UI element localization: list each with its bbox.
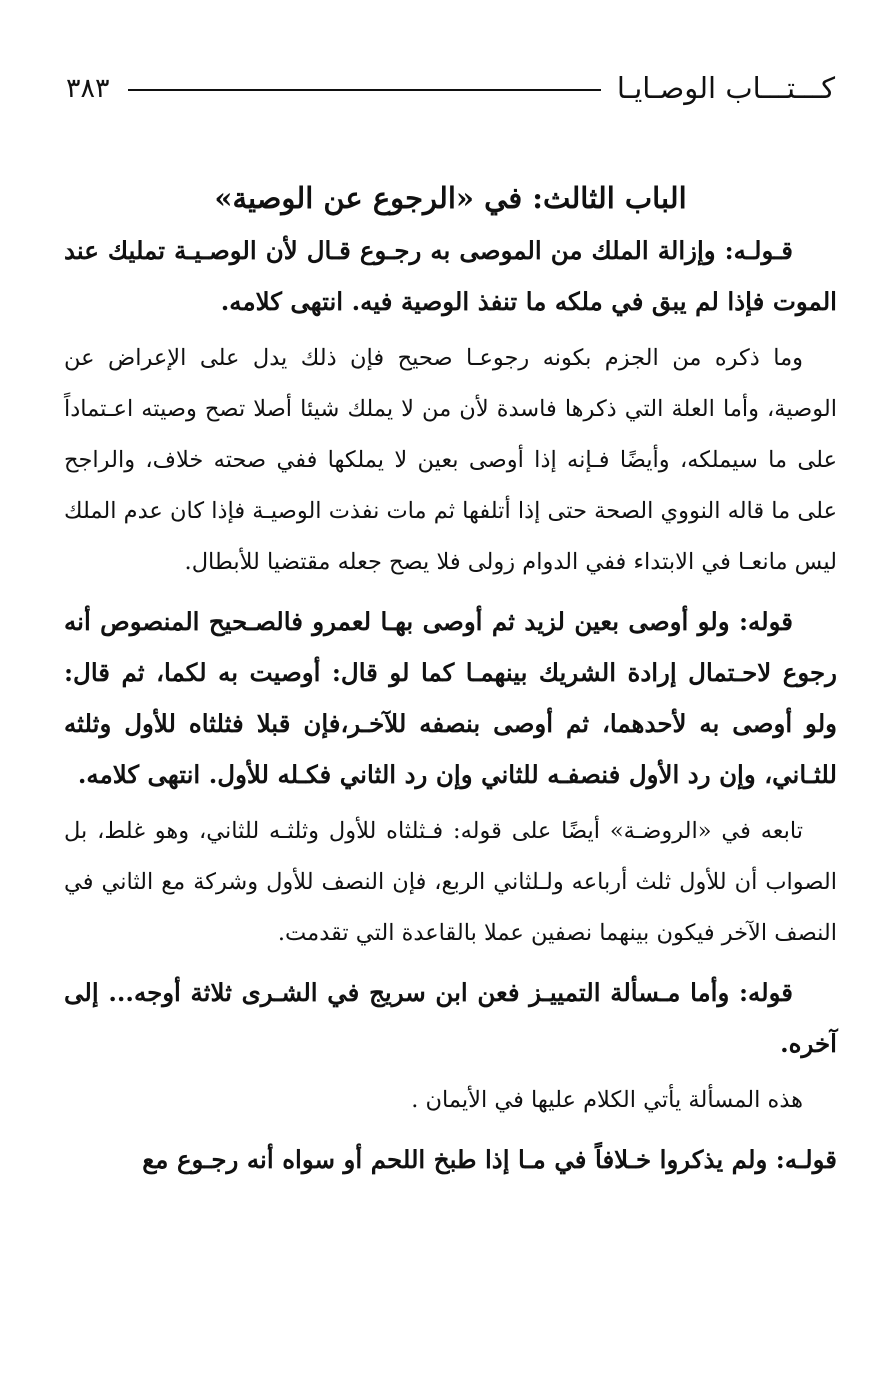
book-title: كـــتـــاب الوصـايـا (616, 71, 835, 105)
commentary-paragraph: وما ذكره من الجزم بكونه رجوعـا صحيح فإن ذلك يدل على الإعراض عن الوصية، وأما العلة التي ذكرها فاسدة لأن من لا يملك شيئا أصلا تصح وصيته اعـتماداً على ما سيملكه، وأيضًا فـإنه إذا أوصى بعين لا يملكها ففي صحته خلاف، والراجح على ما قاله النووي الصحة حتى إذا أتلفها ثم مات نفذت الوصيـة فإذا كان عدم الملك ليس مانعـا في الابتداء ففي الدوام زولى فلا يصح جعله مقتضيا للأبطال. (64, 345, 837, 575)
qawl-paragraph: قـولـه: وإزالة الملك من الموصى به رجـوع قـال لأن الوصـيـة تمليك عند الموت فإذا لم يبق في ملكه ما تنفذ الوصية فيه. انتهى كلامه. (64, 236, 837, 316)
running-header (66, 66, 835, 110)
commentary-paragraph: هذه المسألة يأتي الكلام عليها في الأيمان . (411, 1087, 803, 1113)
commentary-paragraph: تابعه في «الروضـة» أيضًا على قوله: فـثلثاه للأول وثلثـه للثاني، وهو غلط، بل الصواب أن للأول ثلث أرباعه ولـلثاني الربع، فإن النصف للأول وشركة مع الثاني في النصف الآخر فيكون بينهما نصفين عملا بالقاعدة التي تقدمت. (64, 818, 837, 946)
qawl-paragraph: قوله: وأما مـسألة التمييـز فعن ابن سريج في الشـرى ثلاثة أوجه... إلى آخره. (64, 978, 837, 1058)
qawl-paragraph: قولـه: ولم يذكروا خـلافاً في مـا إذا طبخ اللحم أو سواه أنه رجـوع مع (142, 1145, 837, 1174)
page-number: ٣٨٣ (66, 72, 110, 104)
page-body (64, 175, 837, 1191)
qawl-paragraph: قوله: ولو أوصى بعين لزيد ثم أوصى بهـا لعمرو فالصـحيح المنصوص أنه رجوع لاحـتمال إرادة الشريك بينهمـا كما لو قال: أوصيت به لكما، ثم قال: ولو أوصى به لأحدهما، ثم أوصى بنصفه للآخـر،فإن قبلا فثلثاه للأول وثلثه للثـاني، وإن رد الأول فنصفـه للثاني وإن رد الثاني فكـله للأول. انتهى كلامه. (64, 607, 837, 789)
header-rule (128, 89, 601, 91)
chapter-title: الباب الثالث: في «الرجوع عن الوصية» (214, 181, 687, 215)
